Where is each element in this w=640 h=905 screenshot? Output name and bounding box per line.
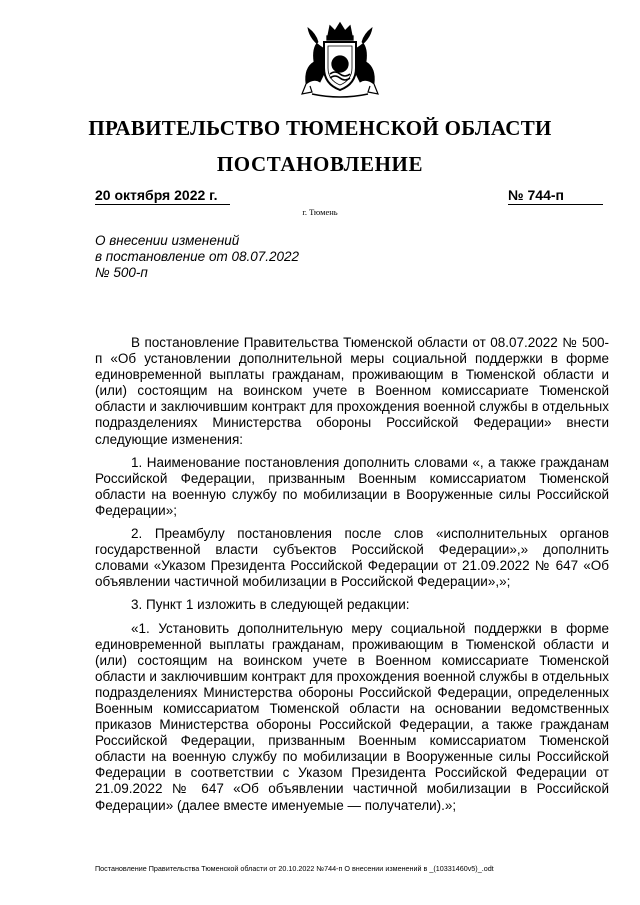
body-paragraph: 3. Пункт 1 изложить в следующей редакции: xyxy=(131,597,410,613)
document-subject xyxy=(95,233,355,281)
page-footer: Постановление Правительства Тюменской области от 20.10.2022 №744-п О внесении изменений в _(10331460v5)_.odt xyxy=(95,864,494,873)
body-paragraph: «1. Установить дополнительную меру социальной поддержки в форме единовременной выплаты гражданам, проживающим в Тюменской области и (или) состоящим на воинском учете в Военном комиссариате Тюменской области и заключившим контракт для прохождения военной службы в отдельных подразделениях Министерства обороны Российской Федерации, определенных Военным комиссариатом Тюменской области на основании ведомственных приказов Министерства обороны Российской Федерации, а также гражданам Российской Федерации, призванным Военным комиссариатом Тюменской области на военную службу по мобилизации в Вооруженные силы Российской Федерации в соответствии с Указом Президента Российской Федерации от 21.09.2022 № 647 «Об объявлении частичной мобилизации в Российской Федерации» (далее вместе именуемые — получатели).»; xyxy=(95,620,609,813)
subject-line: № 500-п xyxy=(95,265,148,280)
coat-of-arms-emblem xyxy=(290,18,390,102)
body-paragraph: 2. Преамбулу постановления после слов «исполнительных органов государственной власти субъектов Российской Федерации»,» дополнить словами «Указом Президента Российской Федерации от 21.09.2022 № 647 «Об объявлении частичной мобилизации в Российской Федерации»,»; xyxy=(95,526,609,590)
document-city: г. Тюмень xyxy=(302,207,338,217)
subject-line: в постановление от 08.07.2022 xyxy=(95,249,300,264)
body-paragraph: В постановление Правительства Тюменской области от 08.07.2022 № 500-п «Об установлении дополнительной меры социальной поддержки в форме единовременной выплаты гражданам, проживающим в Тюменской области и (или) состоящим на воинском учете в Военном комиссариате Тюменской области и заключившим контракт для прохождения военной службы в отдельных подразделениях Министерства обороны Российской Федерации» внести следующие изменения: xyxy=(95,335,609,447)
government-name: ПРАВИТЕЛЬСТВО ТЮМЕНСКОЙ ОБЛАСТИ xyxy=(88,116,552,140)
document-body xyxy=(95,335,609,821)
subject-line: О внесении изменений xyxy=(95,233,240,248)
body-paragraph: 1. Наименование постановления дополнить словами «, а также гражданам Российской Федерации, призванным Военным комиссариатом Тюменской области на военную службу по мобилизации в Вооруженные силы Российской Федерации»; xyxy=(95,454,609,518)
document-date: 20 октября 2022 г. xyxy=(95,187,230,205)
document-type: ПОСТАНОВЛЕНИЕ xyxy=(216,152,424,176)
document-number: № 744-п xyxy=(508,187,603,205)
